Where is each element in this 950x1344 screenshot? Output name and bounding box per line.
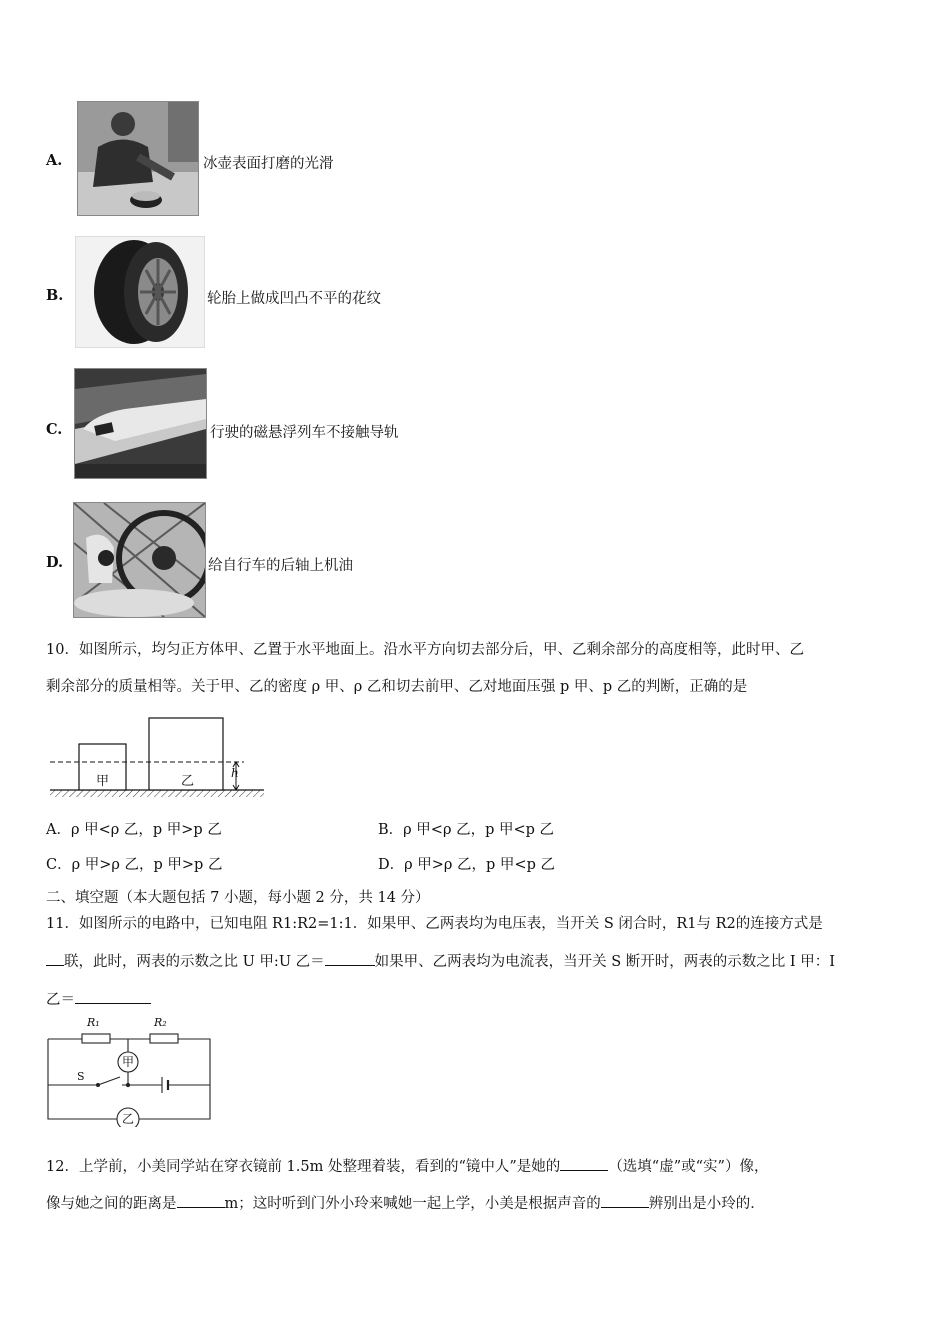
- q11-text-c: 乙＝: [46, 992, 75, 1008]
- meter-yi-label: 乙: [122, 1112, 135, 1126]
- answer-blank: [75, 989, 151, 1004]
- curling-photo: [77, 101, 199, 216]
- q10-option-c: C．ρ 甲>ρ 乙，p 甲>p 乙: [46, 857, 223, 873]
- q10-option-b: B．ρ 甲<ρ 乙，p 甲<p 乙: [378, 822, 555, 838]
- question-10-line-1: 10．如图所示，均匀正方体甲、乙置于水平地面上。沿水平方向切去部分后，甲、乙剩余部分的高度相等，此时甲、乙: [46, 642, 804, 658]
- answer-blank: [601, 1193, 649, 1208]
- q10-option-d: D．ρ 甲>ρ 乙，p 甲<p 乙: [378, 857, 555, 873]
- question-11-line-2: [46, 950, 835, 971]
- answer-blank: [560, 1156, 608, 1171]
- option-letter: B.: [46, 287, 64, 304]
- cube-label-jia: 甲: [96, 774, 110, 789]
- option-text: 轮胎上做成凹凸不平的花纹: [207, 291, 381, 307]
- tire-photo: [75, 236, 205, 348]
- question-12-line-2: [46, 1192, 765, 1213]
- option-letter: A.: [46, 152, 63, 169]
- q11-text-b: 如果甲、乙两表均为电流表，当开关 S 断开时，两表的示数之比 I 甲：I: [374, 954, 835, 970]
- question-11-line-3: [46, 988, 151, 1009]
- answer-blank: [46, 951, 64, 966]
- question-12-line-1: [46, 1155, 768, 1176]
- option-letter: D.: [46, 554, 64, 571]
- q12-text-a: 12．上学前，小美同学站在穿衣镜前 1.5m 处整理着装，看到的“镜中人”是她的: [46, 1159, 561, 1175]
- option-text: 行驶的磁悬浮列车不接触导轨: [210, 425, 399, 441]
- answer-blank: [325, 951, 375, 966]
- meter-jia-label: 甲: [122, 1055, 135, 1069]
- question-10-line-2: 剩余部分的质量相等。关于甲、乙的密度 ρ 甲、ρ 乙和切去前甲、乙对地面压强 p 甲、p 乙的判断，正确的是: [46, 679, 748, 695]
- height-label-h: h: [231, 766, 239, 780]
- question-11-line-1: 11．如图所示的电路中，已知电阻 R1:R2=1:1．如果甲、乙两表均为电压表，当开关 S 闭合时，R1与 R2的连接方式是: [46, 916, 823, 932]
- switch-s-label: S: [77, 1070, 85, 1083]
- option-letter: C.: [46, 421, 63, 438]
- cubes-figure: [48, 712, 268, 802]
- cube-label-yi: 乙: [181, 774, 195, 789]
- resistor-r1-label: R₁: [87, 1016, 100, 1029]
- bicycle-oil-photo: [73, 502, 206, 618]
- section-heading: 二、填空题（本大题包括 7 小题，每小题 2 分，共 14 分）: [46, 890, 430, 906]
- q12-text-c: 像与她之间的距离是: [46, 1196, 177, 1212]
- answer-blank: [177, 1193, 225, 1208]
- q12-text-e: 辨别出是小玲的．: [648, 1196, 765, 1212]
- maglev-photo: [74, 368, 207, 479]
- option-text: 给自行车的后轴上机油: [208, 558, 353, 574]
- resistor-r2-label: R₂: [154, 1016, 167, 1029]
- circuit-diagram: [44, 1015, 216, 1127]
- option-text: 冰壶表面打磨的光滑: [203, 156, 334, 172]
- q10-option-a: A．ρ 甲<ρ 乙，p 甲>p 乙: [46, 822, 222, 838]
- q12-text-b: （选填“虚”或“实”）像，: [608, 1159, 769, 1175]
- q11-text-a: 联，此时，两表的示数之比 U 甲:U 乙＝: [64, 954, 325, 970]
- q12-text-d: m；这时听到门外小玲来喊她一起上学，小美是根据声音的: [224, 1196, 601, 1212]
